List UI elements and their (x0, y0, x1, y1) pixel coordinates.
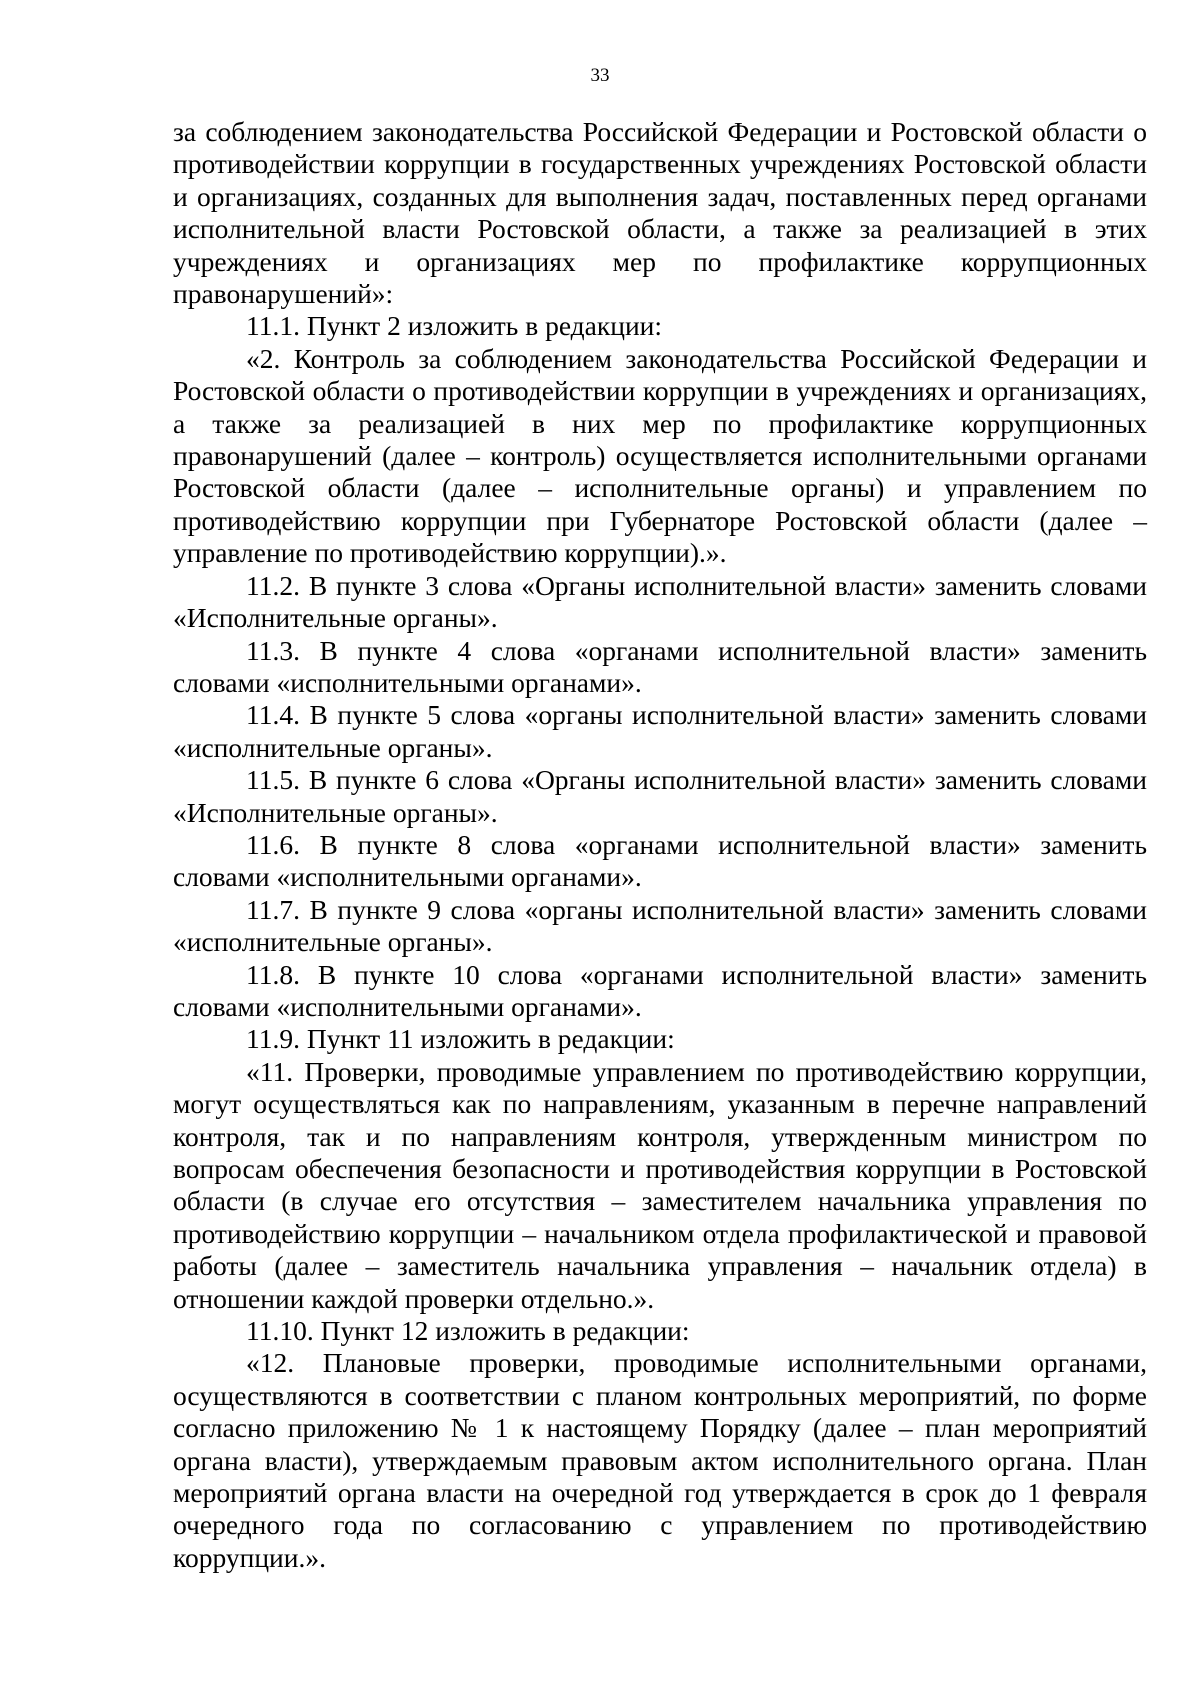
document-body (173, 116, 1147, 1574)
paragraph-quote-2: «2. Контроль за соблюдением законодательства Российской Федерации и Ростовской области о противодействии коррупции в учреждениях и организациях, а также за реализацией в них мер по профилактике коррупционных правонарушений (далее – контроль) осуществляется исполнительными органами Ростовской области (далее – исполнительные органы) и управлением по противодействию коррупции при Губернаторе Ростовской области (далее – управление по противодействию коррупции).». (173, 342, 1147, 569)
paragraph-item-11-10: 11.10. Пункт 12 изложить в редакции: (246, 1315, 690, 1347)
paragraph-continuation: за соблюдением законодательства Российской Федерации и Ростовской области о противодействии коррупции в государственных учреждениях Ростовской области и организациях, созданных для выполнения задач, поставленных перед органами исполнительной власти Ростовской области, а также за реализацией в этих учреждениях и организациях мер по профилактике коррупционных правонарушений»: (173, 116, 1147, 310)
paragraph-item-11-1: 11.1. Пункт 2 изложить в редакции: (246, 310, 663, 342)
paragraph-item-11-5: 11.5. В пункте 6 слова «Органы исполнительной власти» заменить словами «Исполнительные органы». (173, 764, 1147, 828)
paragraph-item-11-3: 11.3. В пункте 4 слова «органами исполнительной власти» заменить словами «исполнительными органами». (173, 634, 1147, 698)
paragraph-quote-11: «11. Проверки, проводимые управлением по противодействию коррупции, могут осуществляться как по направлениям, указанным в перечне направлений контроля, так и по направлениям контроля, утвержденным министром по вопросам обеспечения безопасности и противодействия коррупции в Ростовской области (в случае его отсутствия – заместителем начальника управления по противодействию коррупции – начальником отдела профилактической и правовой работы (далее – заместитель начальника управления – начальник отдела) в отношении каждой проверки отдельно.». (173, 1055, 1147, 1314)
page-number: 33 (590, 65, 610, 86)
paragraph-item-11-4: 11.4. В пункте 5 слова «органы исполнительной власти» заменить словами «исполнительные органы». (173, 699, 1147, 763)
paragraph-item-11-7: 11.7. В пункте 9 слова «органы исполнительной власти» заменить словами «исполнительные органы». (173, 893, 1147, 958)
paragraph-item-11-6: 11.6. В пункте 8 слова «органами исполнительной власти» заменить словами «исполнительными органами». (173, 828, 1147, 893)
paragraph-item-11-9: 11.9. Пункт 11 изложить в редакции: (246, 1023, 675, 1055)
paragraph-item-11-8: 11.8. В пункте 10 слова «органами исполнительной власти» заменить словами «исполнительными органами». (173, 958, 1147, 1022)
paragraph-quote-12: «12. Плановые проверки, проводимые исполнительными органами, осуществляются в соответствии с планом контрольных мероприятий, по форме согласно приложению № 1 к настоящему Порядку (далее – план мероприятий органа власти), утверждаемым правовым актом исполнительного органа. План мероприятий органа власти на очередной год утверждается в срок до 1 февраля очередного года по согласованию с управлением по противодействию коррупции.». (173, 1347, 1147, 1573)
paragraph-item-11-2: 11.2. В пункте 3 слова «Органы исполнительной власти» заменить словами «Исполнительные органы». (173, 569, 1147, 634)
